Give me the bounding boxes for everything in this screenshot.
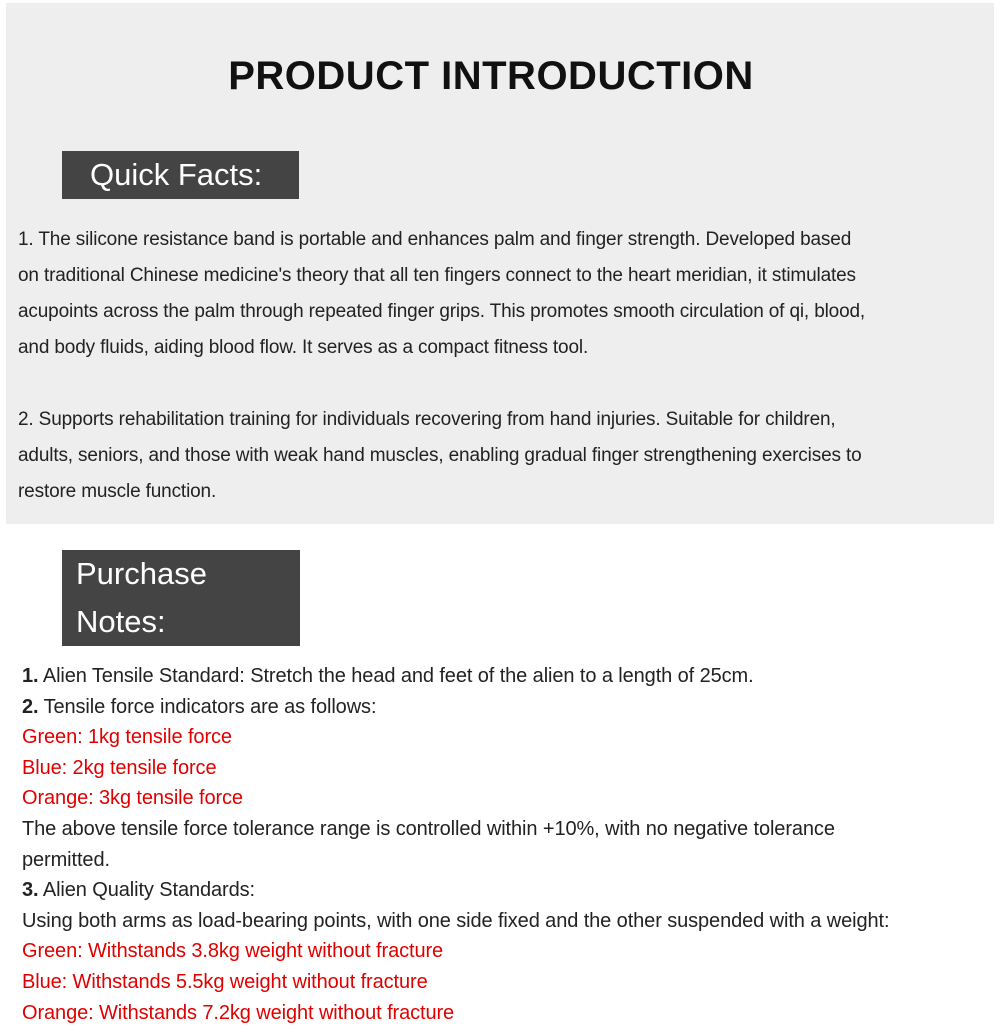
quick-facts-panel: [6, 3, 994, 524]
force-green: Green: 1kg tensile force: [22, 726, 232, 749]
quick-facts-paragraph-1: [18, 222, 990, 366]
note-text: Alien Quality Standards:: [38, 879, 255, 902]
quality-description: Using both arms as load-bearing points, with one side fixed and the other suspended with a weight:: [22, 909, 890, 932]
quick-facts-heading: Quick Facts:: [62, 151, 299, 199]
tolerance-text: The above tensile force tolerance range is controlled within +10%, with no negative tolerance: [22, 817, 835, 840]
note-2: [22, 692, 998, 723]
tolerance-text: permitted.: [22, 848, 110, 871]
purchase-notes-heading: Purchase Notes:: [62, 550, 300, 646]
note-number: 3.: [22, 879, 39, 902]
text-line: 1. The silicone resistance band is portable and enhances palm and finger strength. Developed based: [18, 229, 852, 250]
note-text: Tensile force indicators are as follows:: [38, 695, 377, 718]
force-orange: Orange: 3kg tensile force: [22, 787, 243, 810]
note-1: [22, 661, 998, 692]
note-number: 2.: [22, 695, 39, 718]
text-line: adults, seniors, and those with weak hand muscles, enabling gradual finger strengthening exercises to: [18, 445, 862, 466]
text-line: on traditional Chinese medicine's theory that all ten fingers connect to the heart meridian, it stimulates: [18, 265, 856, 286]
page-title: PRODUCT INTRODUCTION: [228, 54, 754, 98]
note-3: [22, 875, 998, 906]
weight-blue: Blue: Withstands 5.5kg weight without fracture: [22, 970, 428, 993]
text-line: restore muscle function.: [18, 481, 217, 502]
quick-facts-paragraph-2: [18, 402, 990, 510]
text-line: 2. Supports rehabilitation training for individuals recovering from hand injuries. Suitable for children,: [18, 409, 836, 430]
note-text: Alien Tensile Standard: Stretch the head and feet of the alien to a length of 25cm.: [38, 665, 754, 687]
purchase-notes-list: [22, 661, 998, 1028]
weight-orange: Orange: Withstands 7.2kg weight without fracture: [22, 1001, 455, 1024]
force-blue: Blue: 2kg tensile force: [22, 756, 217, 779]
text-line: acupoints across the palm through repeated finger grips. This promotes smooth circulation of qi, blood,: [18, 301, 866, 322]
text-line: and body fluids, aiding blood flow. It serves as a compact fitness tool.: [18, 337, 589, 358]
weight-green: Green: Withstands 3.8kg weight without fracture: [22, 940, 444, 963]
note-number: 1.: [22, 665, 39, 687]
